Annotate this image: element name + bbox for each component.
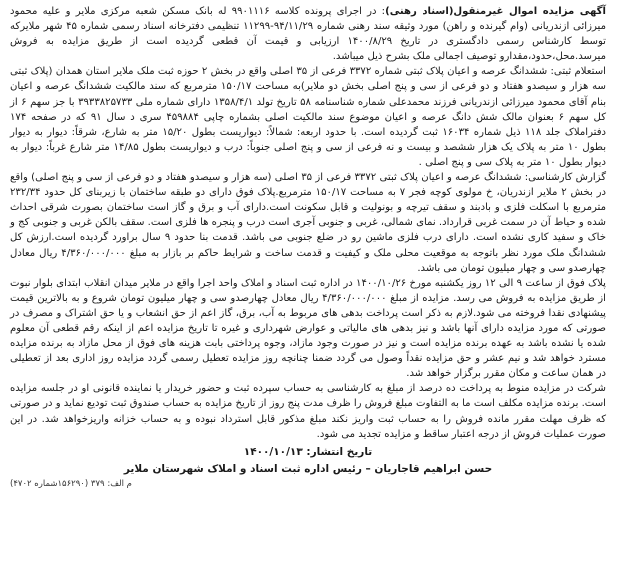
publish-date: تاریخ انتشار: ۱۴۰۰/۱۰/۱۳ (243, 445, 373, 458)
notice-footer (10, 444, 606, 478)
notice-title: آگهی مزایده اموال غیرمنقول(اسناد رهنی) (385, 6, 606, 17)
notice-intro: : در اجرای پرونده کلاسه ۹۹۰۱۱۱۶ له بانک مسکن شعبه مرکزی ملایر و علیه محمود میرزائی ازندریانی (وام گیرنده و راهن) مورد وثیقه سند رهنی شماره ۹۴/۱۱/۲۹-۱۱۲۹۹ تنظیمی دفترخانه اسناد رسمی شماره ۴۵ شهر ملایرکه توسط کارشناس رسمی دادگستری در تاریخ ۱۴۰۰/۸/۲۹ ارزیابی و قیمت آن قطعی گردیده است از طریق مزایده به فروش میرسد.محل،حدود،مقدارو توصیف اجمالی ملک بشرح ذیل میباشد. (10, 6, 606, 63)
expert-report: گزارش کارشناسی: ششدانگ عرصه و اعیان پلاک ثبتی ۳۳۷۲ فرعی از ۳۵ اصلی (سه هزار و سیصدو هفتاد و دو فرعی از سی و پنج اصلی) واقع در بخش ۲ ملایر ازندریان، خ مولوی کوچه فجر ۷ به مساحت ۱۵۰/۱۷ مترمربع.پلاک فوق دارای دو طبقه ساختمان با زیربنای کل حدود ۲۳۲/۳۴ مترمربع با اسکلت فلزی و بادبند و سقف تیرچه و بونولیت و قابل سکونت است.دارای آب و برق و گاز است ساختمان بصورت شرقی احداث شده و حیاط آن در سمت غربی قرارداد. نمای شمالی، غربی و جنوبی آجری است درب و پنجره ها فلزی است. سقف بالکن غربی و جنوبی کج و خاک و سفید کاری نشده است. دارای درب فلزی ماشین رو در ضلع جنوبی می باشد. قدمت بنا حدود ۹ سال براورد گردیده است.ارزش کل ششدانگ ملک مورد نظر باتوجه به موقعیت محلی ملک و کیفیت و قدمت ساخت و شرایط حاکم بر بازار به مبلغ ۴/۳۶۰/۰۰۰/۰۰۰ ریال معادل چهارصدو سی و چهار میلیون تومان می باشد. (10, 172, 607, 274)
auction-conditions: شرکت در مزایده منوط به پرداخت ده درصد از مبلغ به کارشناسی به حساب سپرده ثبت و حضور خریدار یا نماینده قانونی او در جلسه مزایده است. برنده مزایده مکلف است ما به التفاوت مبلغ فروش را ظرف مدت پنج روز از تاریخ مزایده به حساب صندوق ثبت توديع نمايد و در صورتی که ظرف مهلت مقرر مانده فروش را به حساب ثبت واریز نکند مبلغ مذکور قابل استرداد نبوده و به حساب خزانه واریزخواهد شد. در این صورت عملیات فروش از درجه اعتبار ساقط و مزایده تجدید می شود. (10, 383, 606, 440)
registry-inquiry: استعلام ثبتی: ششدانگ عرصه و اعیان پلاک ثبتی شماره ۳۳۷۲ فرعی از ۳۵ اصلی واقع در بخش ۲ حوزه ثبت ملک ملایر استان همدان (پلاک ثبتی سه هزار و سیصدو هفتاد و دو فرعی از سی و پنج اصلی بخش دو ملایر)به مساحت ۱۵۰/۱۷ مترمربع که سند مالکیت ششدانگ عرصه و اعیان بنام آقای محمود میرزائی ازندریانی فرزند محمدعلی شماره شناسنامه ۵۸ تاریخ تولد ۱۳۵۸/۴/۱ دارای شماره ملی ۳۹۳۳۸۲۵۷۳۳ با جز سهم ۶ از کل سهم ۶ بعنوان مالک شش دانگ عرصه و اعیان موضوع سند مالکیت اصلی بشماره چاپی ۴۵۹۸۸۴ سری د سال ۹۱ که در صفحه ۱۷۴ دفتراملاک جلد ۱۱۸ ذیل شماره ۱۶۰۳۴ ثبت گردیده است. با حدود اربعه: شمالاً: دیواریست بطول ۱۵/۲۰ متر به شارع، شرقاً: دیوار به دیوار بطول ۱۰ متر به پلاک یک هزار ششصد و بیست و نه فرعی از سی و پنج اصلی جنوباً: درب و دیواریست بطول ۱۴/۸۵ متر شارع غرباً: دیوار به دیوار بطول ۱۰ متر به پلاک سی و پنج اصلی . (10, 66, 607, 168)
signature-line: حسن ابراهیم قاجاریان – رئیس اداره ثبت اسناد و املاک شهرستان ملایر (123, 462, 493, 475)
auction-details: پلاک فوق از ساعت ۹ الی ۱۲ روز یکشنبه مورخ ۱۴۰۰/۱۰/۲۶ در اداره ثبت اسناد و املاک واحد اجرا واقع در ملایر میدان انقلاب ابتدای بلوار نبوت از طریق مزایده به فروش می رسد. مزایده از مبلغ ۴/۳۶۰/۰۰۰/۰۰۰ ریال معادل چهارصدو سی و چهار میلیون تومان شروع و به بالاترین قیمت پیشنهادی نقدا فروخته می شود.لازم به ذکر است پرداخت بدهی های مربوط به آب، برق، گاز اعم از حق انشعاب و یا حق اشتراک و مصرف در صورتی که مورد مزایده دارای آنها باشد و نیز بدهی های مالیاتی و عوارض شهرداری و غیره تا تاریخ مزایده اعم از اینکه رقم قطعی آن معلوم شده یا نشده باشد به عهده برنده مزایده است و نیز در صورت وجود مازاد، وجوه پرداختی بابت هزینه های فوق از محل مازاد به برنده مزایده مسترد خواهد شد و نیم عشر و حق مزایده نقداً وصول می گردد ضمنا چنانچه روز مزایده تعطیل رسمی گردد مزایده روز اداری بعد از تعطیلی در همان ساعت و مکان مقرر برگزار خواهد شد. (10, 277, 606, 380)
notice-heading-paragraph (10, 4, 606, 64)
reference-number: م الف: ۳۷۹ (۱۵۶۲۹۰شماره ۴۷۰۲) (10, 478, 132, 489)
